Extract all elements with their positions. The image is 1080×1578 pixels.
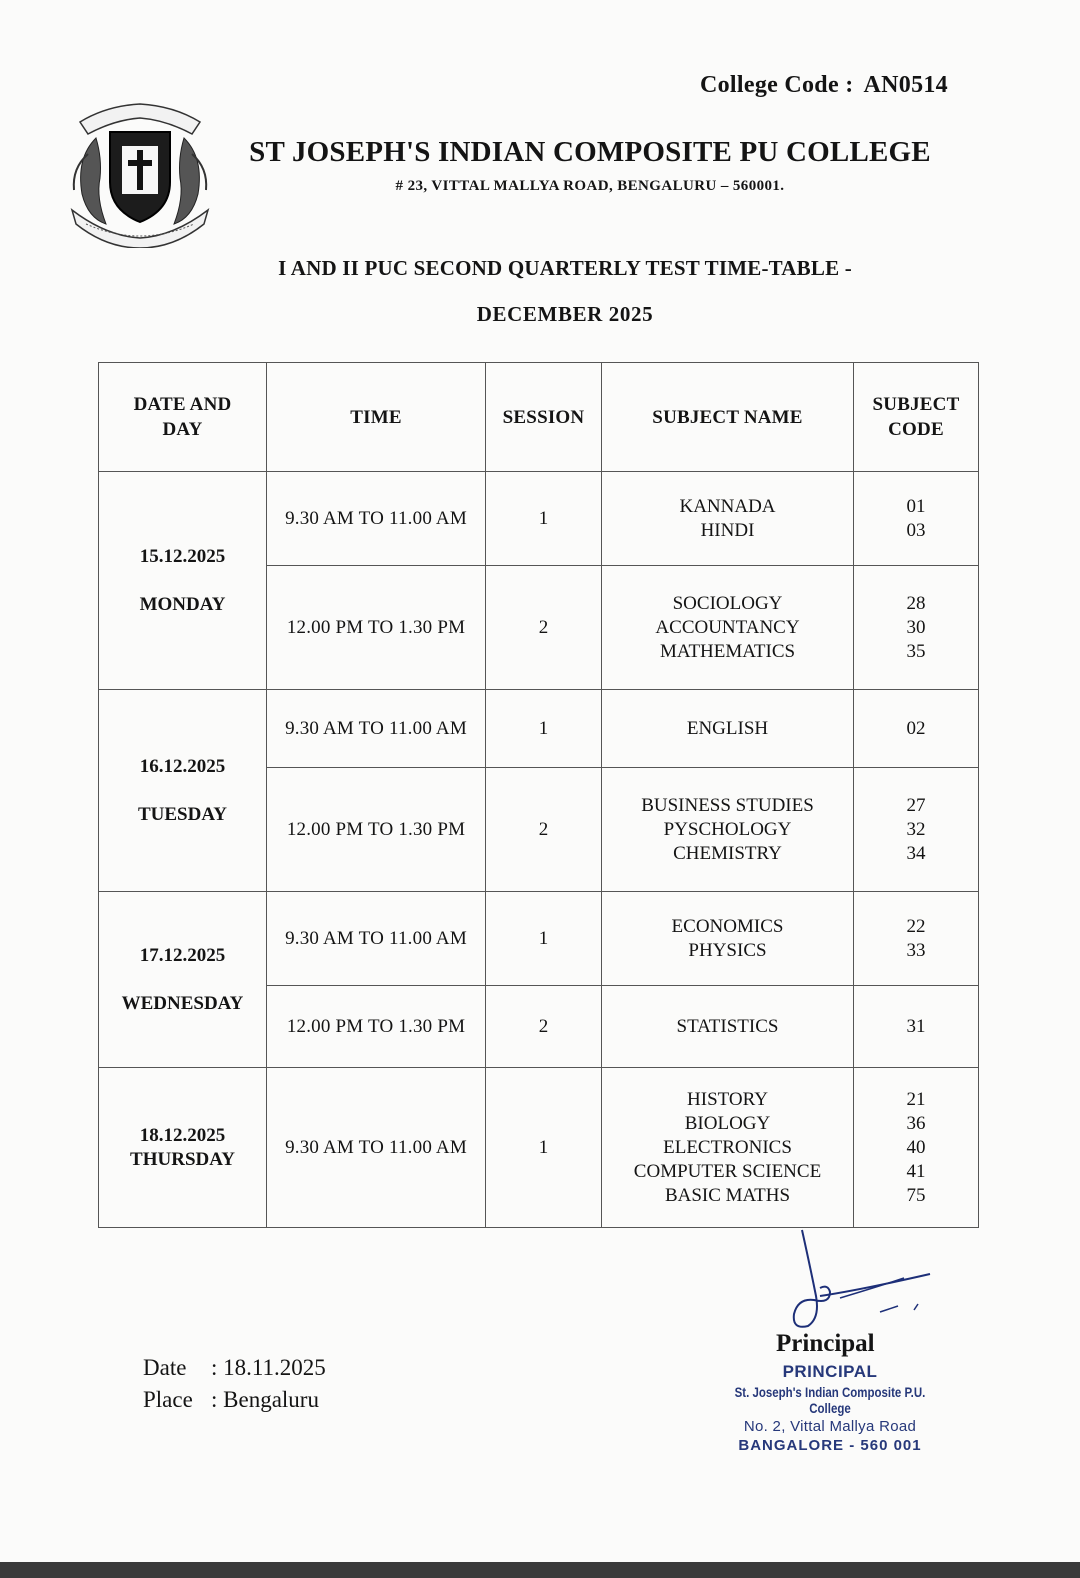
exam-day: WEDNESDAY	[121, 992, 244, 1014]
timetable-table	[98, 362, 979, 1228]
timetable-month: DECEMBER 2025	[476, 302, 654, 326]
column-header-date-day: DATE AND DAY	[99, 363, 267, 472]
time-cell: 12.00 PM TO 1.30 PM	[267, 566, 486, 690]
column-header-time: TIME	[267, 363, 486, 472]
exam-day: TUESDAY	[137, 803, 228, 825]
session-cell: 1	[486, 892, 602, 986]
college-address: # 23, VITTAL MALLYA ROAD, BENGALURU – 560001.	[395, 178, 785, 194]
subject-name-cell: SOCIOLOGY ACCOUNTANCY MATHEMATICS	[602, 566, 854, 690]
principal-title: Principal	[776, 1330, 875, 1357]
table-row	[99, 892, 979, 986]
subject-code-cell: 22 33	[854, 892, 979, 986]
subject-name-cell: HISTORY BIOLOGY ELECTRONICS COMPUTER SCIENCE BASIC MATHS	[602, 1068, 854, 1228]
time-cell: 12.00 PM TO 1.30 PM	[267, 768, 486, 892]
college-code-label: College Code :	[700, 72, 854, 98]
date-day-cell	[99, 1068, 267, 1228]
stamp-line: St. Joseph's Indian Composite P.U. College	[734, 1384, 926, 1416]
subject-name-cell: KANNADA HINDI	[602, 472, 854, 566]
column-header-subject-code: SUBJECT CODE	[854, 363, 979, 472]
time-cell: 9.30 AM TO 11.00 AM	[267, 1068, 486, 1228]
exam-date: 15.12.2025	[139, 545, 226, 567]
principal-stamp	[700, 1362, 960, 1454]
issue-place: Place : Bengaluru	[143, 1387, 319, 1412]
page-bottom-edge	[0, 1562, 1080, 1578]
column-header-session: SESSION	[486, 363, 602, 472]
date-day-cell	[99, 472, 267, 690]
session-cell: 2	[486, 768, 602, 892]
principal-signature-icon	[780, 1226, 950, 1336]
exam-day: MONDAY	[139, 593, 226, 615]
footer-info	[143, 1352, 326, 1416]
date-day-cell	[99, 690, 267, 892]
college-name: ST JOSEPH'S INDIAN COMPOSITE PU COLLEGE	[249, 136, 931, 168]
exam-date: 17.12.2025	[139, 944, 226, 966]
subject-code-cell: 28 30 35	[854, 566, 979, 690]
column-header-subject-name: SUBJECT NAME	[602, 363, 854, 472]
issue-date: Date : 18.11.2025	[143, 1355, 326, 1380]
stamp-line: PRINCIPAL	[782, 1362, 878, 1381]
stamp-line: No. 2, Vittal Mallya Road	[743, 1418, 917, 1435]
exam-date: 16.12.2025	[139, 755, 226, 777]
session-cell: 1	[486, 472, 602, 566]
college-crest-icon	[66, 98, 214, 248]
time-cell: 12.00 PM TO 1.30 PM	[267, 986, 486, 1068]
time-cell: 9.30 AM TO 11.00 AM	[267, 690, 486, 768]
subject-name-cell: STATISTICS	[602, 986, 854, 1068]
table-row	[99, 690, 979, 768]
subject-code-cell: 01 03	[854, 472, 979, 566]
subject-name-cell: BUSINESS STUDIES PYSCHOLOGY CHEMISTRY	[602, 768, 854, 892]
session-cell: 1	[486, 690, 602, 768]
subject-code-cell: 31	[854, 986, 979, 1068]
timetable-title: I AND II PUC SECOND QUARTERLY TEST TIME-TABLE -	[278, 256, 852, 280]
date-day-cell	[99, 892, 267, 1068]
exam-date: 18.12.2025	[139, 1124, 226, 1146]
stamp-line: BANGALORE - 560 001	[738, 1437, 922, 1454]
college-code	[700, 72, 948, 99]
session-cell: 2	[486, 566, 602, 690]
subject-code-cell: 27 32 34	[854, 768, 979, 892]
subject-code-cell: 02	[854, 690, 979, 768]
subject-name-cell: ENGLISH	[602, 690, 854, 768]
time-cell: 9.30 AM TO 11.00 AM	[267, 892, 486, 986]
subject-name-cell: ECONOMICS PHYSICS	[602, 892, 854, 986]
table-row	[99, 472, 979, 566]
session-cell: 2	[486, 986, 602, 1068]
exam-day: THURSDAY	[130, 1148, 235, 1170]
session-cell: 1	[486, 1068, 602, 1228]
table-header-row	[99, 363, 979, 472]
time-cell: 9.30 AM TO 11.00 AM	[267, 472, 486, 566]
college-code-value: AN0514	[863, 72, 948, 98]
table-row	[99, 1068, 979, 1228]
subject-code-cell: 21 36 40 41 75	[854, 1068, 979, 1228]
